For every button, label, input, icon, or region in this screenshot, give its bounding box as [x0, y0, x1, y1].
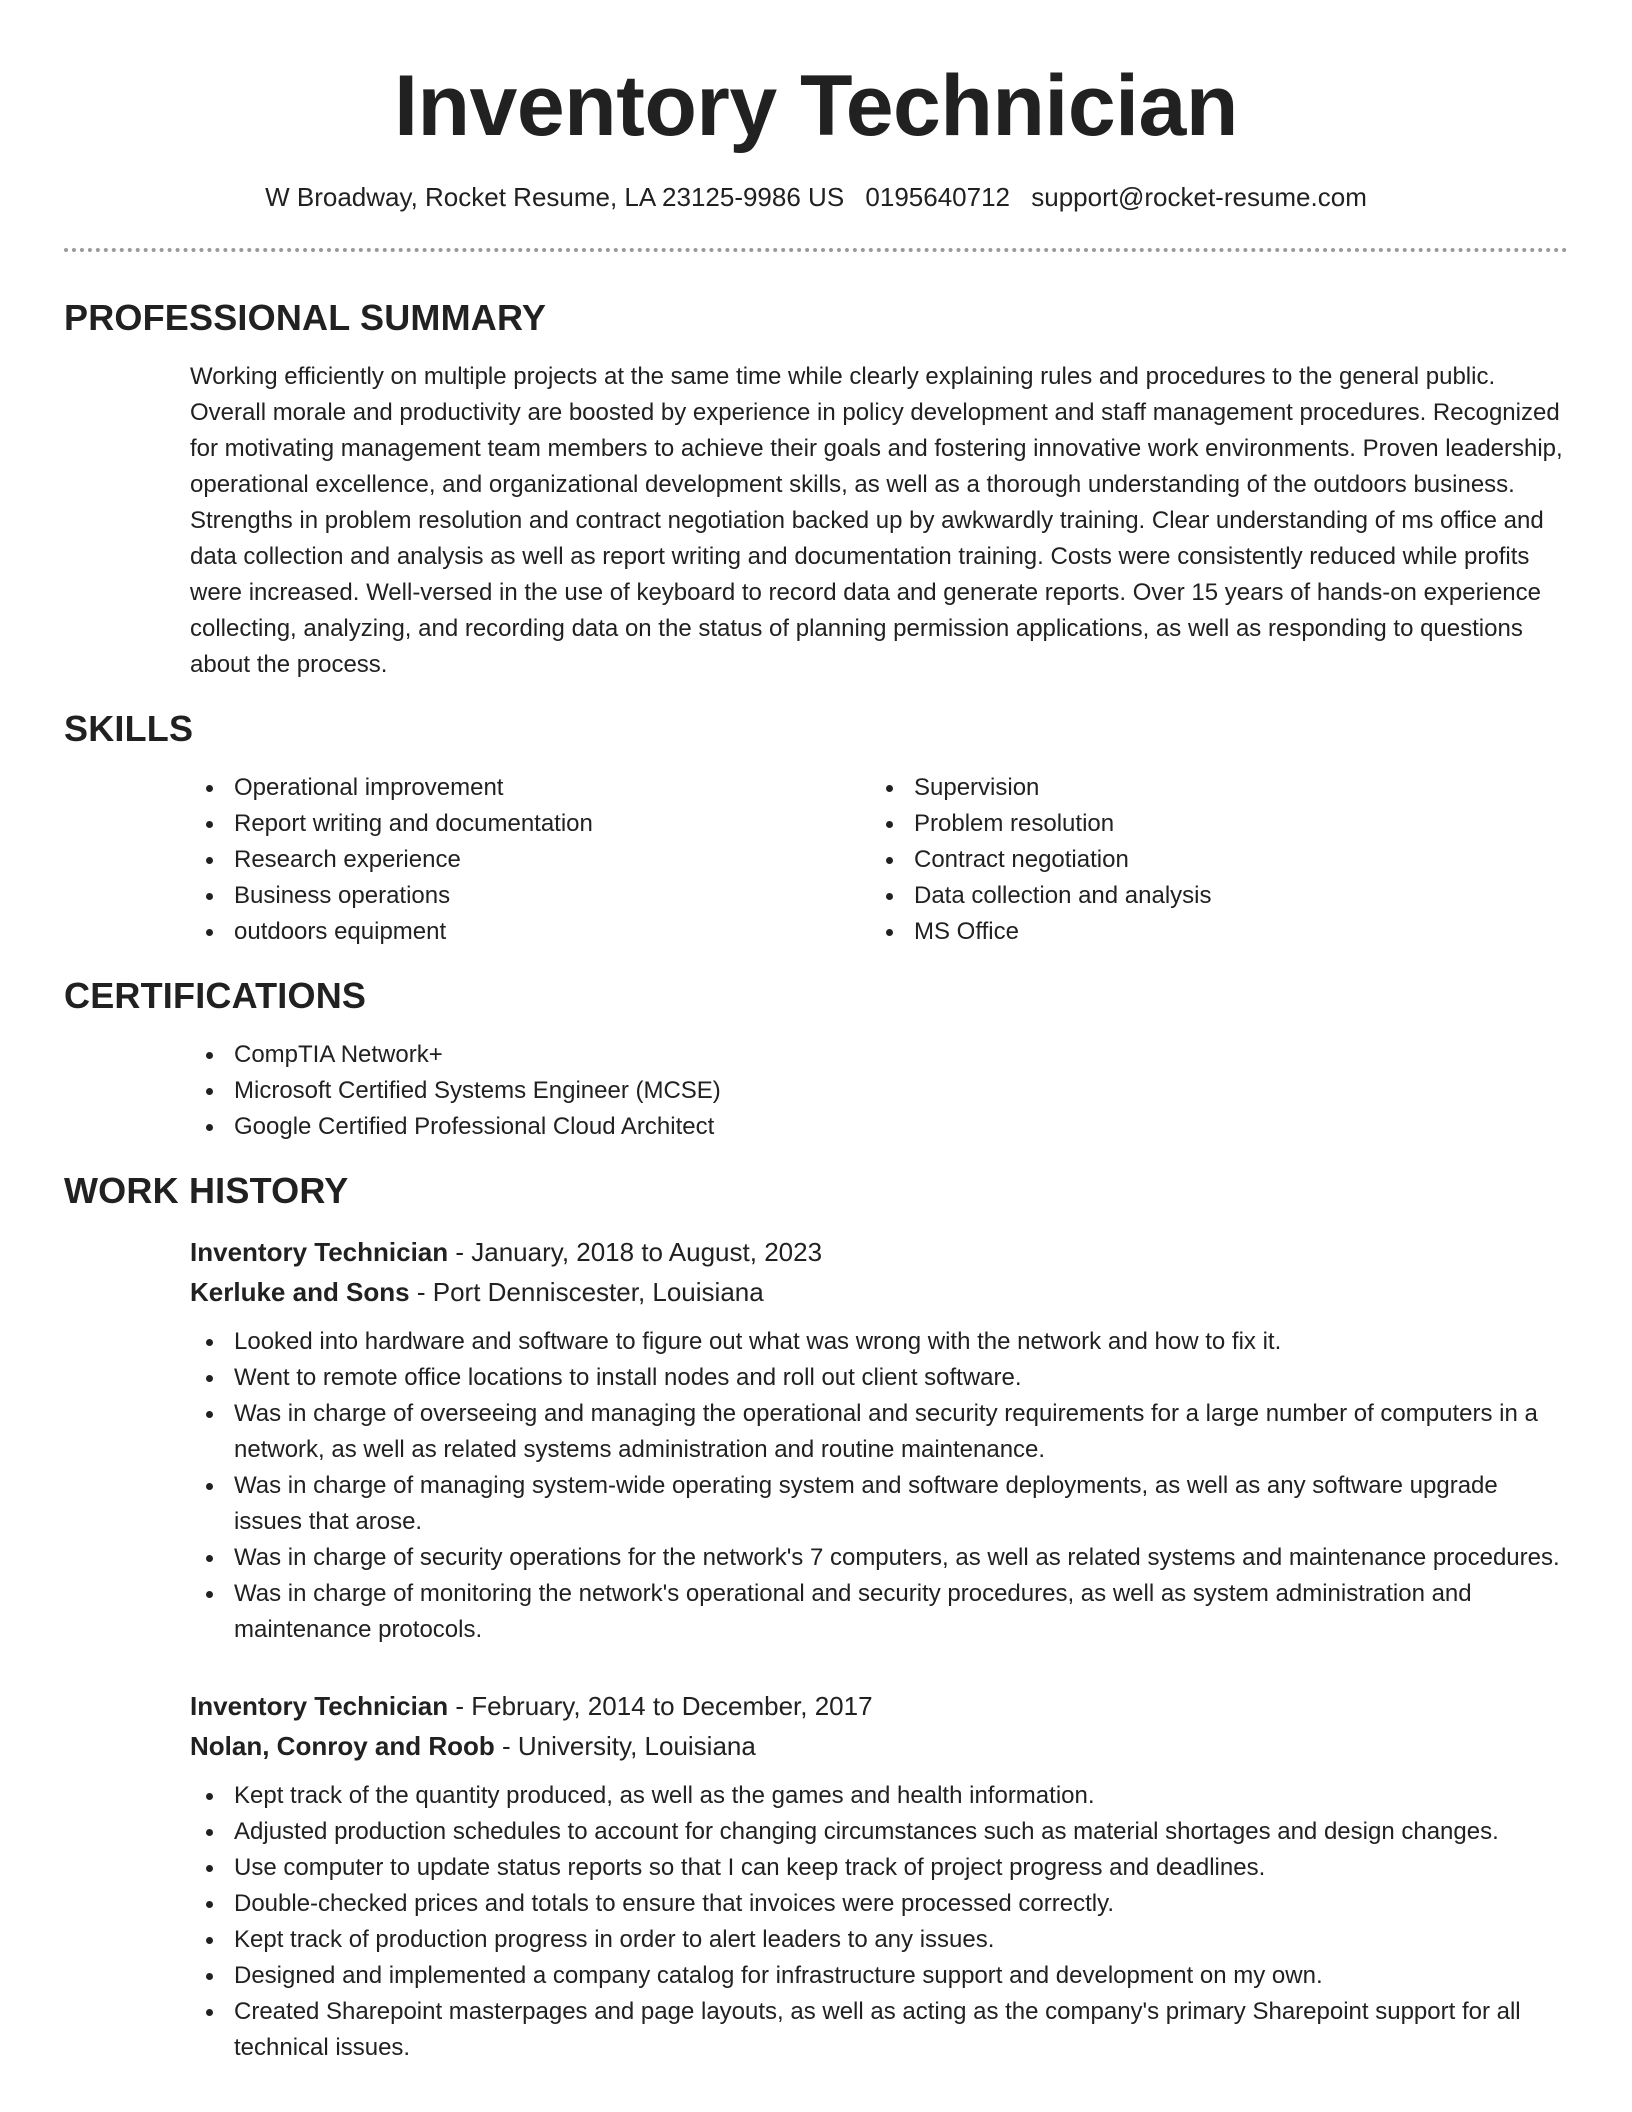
summary-text: Working efficiently on multiple projects at the same time while clearly explaining rules and procedures to the general public. Overall morale and productivity are boosted by experience in policy development and staff management procedures. Recognized for motivating management team members to achieve their goals and fostering innovative work environments. Proven leadership, operational excellence, and organizational development skills, as well as a thorough understanding of the outdoors business. Strengths in problem resolution and contract negotiation backed up by awkwardly training. Clear understanding of ms office and data collection and analysis as well as report writing and documentation training. Costs were consistently reduced while profits were increased. Well-versed in the use of keyboard to record data and generate reports. Over 15 years of hands-on experience collecting, analyzing, and recording data on the status of planning permission applications, as well as responding to questions about the process. — [190, 363, 1563, 678]
job-location: - Port Denniscester, Louisiana — [409, 1277, 764, 1307]
certification-item: CompTIA Network+ — [190, 1037, 1568, 1073]
job-location: - University, Louisiana — [494, 1731, 756, 1761]
section-heading-skills: SKILLS — [64, 708, 194, 749]
job-company: Nolan, Conroy and Roob — [190, 1731, 495, 1761]
contact-line — [64, 180, 1568, 214]
skill-item: Research experience — [190, 842, 870, 878]
contact-address: W Broadway, Rocket Resume, LA 23125-9986 US — [265, 182, 845, 212]
job-dates: - January, 2018 to August, 2023 — [448, 1237, 823, 1267]
job-bullets — [190, 1778, 1568, 2066]
section-heading-certifications: CERTIFICATIONS — [64, 975, 367, 1016]
job-bullets — [190, 1324, 1568, 1648]
job-title-line — [190, 1232, 1568, 1272]
job-bullet: Was in charge of managing system-wide operating system and software deployments, as well as any software upgrade issues that arose. — [190, 1468, 1568, 1540]
job-dates: - February, 2014 to December, 2017 — [448, 1691, 873, 1721]
job-bullet: Was in charge of security operations for the network's 7 computers, as well as related systems and maintenance procedures. — [190, 1540, 1568, 1576]
skill-item: Business operations — [190, 878, 870, 914]
contact-email: support@rocket-resume.com — [1031, 182, 1367, 212]
certification-item: Google Certified Professional Cloud Architect — [190, 1109, 1568, 1145]
certifications-list — [190, 1037, 1568, 1145]
job-bullet: Use computer to update status reports so that I can keep track of project progress and deadlines. — [190, 1850, 1568, 1886]
skills-list-right — [870, 770, 1550, 950]
job-bullet: Was in charge of overseeing and managing the operational and security requirements for a large number of computers in a network, as well as related systems administration and routine maintenance. — [190, 1396, 1568, 1468]
section-work-history — [64, 1169, 1568, 2066]
section-certifications — [64, 974, 1568, 1145]
job-bullet: Went to remote office locations to install nodes and roll out client software. — [190, 1360, 1568, 1396]
job-company-line — [190, 1726, 1568, 1766]
job-entry — [190, 1232, 1568, 1648]
job-title: Inventory Technician — [190, 1237, 449, 1267]
section-summary — [64, 296, 1568, 683]
page-title: Inventory Technician — [394, 58, 1238, 154]
job-entry — [190, 1686, 1568, 2066]
job-bullet: Kept track of production progress in order to alert leaders to any issues. — [190, 1922, 1568, 1958]
job-bullet: Looked into hardware and software to figure out what was wrong with the network and how to fix it. — [190, 1324, 1568, 1360]
resume-page — [64, 0, 1568, 2066]
section-heading-summary: PROFESSIONAL SUMMARY — [64, 297, 547, 338]
job-company: Kerluke and Sons — [190, 1277, 410, 1307]
skills-columns — [190, 770, 1568, 950]
job-bullet: Double-checked prices and totals to ensure that invoices were processed correctly. — [190, 1886, 1568, 1922]
skill-item: MS Office — [870, 914, 1550, 950]
skill-item: Report writing and documentation — [190, 806, 870, 842]
header-divider — [64, 248, 1568, 252]
job-bullet: Designed and implemented a company catalog for infrastructure support and development on my own. — [190, 1958, 1568, 1994]
job-bullet: Was in charge of monitoring the network's operational and security procedures, as well as system administration and maintenance protocols. — [190, 1576, 1568, 1648]
job-company-line — [190, 1272, 1568, 1312]
job-title: Inventory Technician — [190, 1691, 449, 1721]
job-bullet: Kept track of the quantity produced, as well as the games and health information. — [190, 1778, 1568, 1814]
job-bullet: Created Sharepoint masterpages and page layouts, as well as acting as the company's primary Sharepoint support for all technical issues. — [190, 1994, 1568, 2066]
job-title-line — [190, 1686, 1568, 1726]
certification-item: Microsoft Certified Systems Engineer (MCSE) — [190, 1073, 1568, 1109]
skill-item: Supervision — [870, 770, 1550, 806]
skill-item: outdoors equipment — [190, 914, 870, 950]
section-heading-work-history: WORK HISTORY — [64, 1170, 349, 1211]
skill-item: Operational improvement — [190, 770, 870, 806]
skills-list-left — [190, 770, 870, 950]
skill-item: Contract negotiation — [870, 842, 1550, 878]
skill-item: Data collection and analysis — [870, 878, 1550, 914]
section-skills — [64, 707, 1568, 950]
skill-item: Problem resolution — [870, 806, 1550, 842]
contact-phone: 0195640712 — [865, 182, 1011, 212]
job-bullet: Adjusted production schedules to account for changing circumstances such as material shortages and design changes. — [190, 1814, 1568, 1850]
